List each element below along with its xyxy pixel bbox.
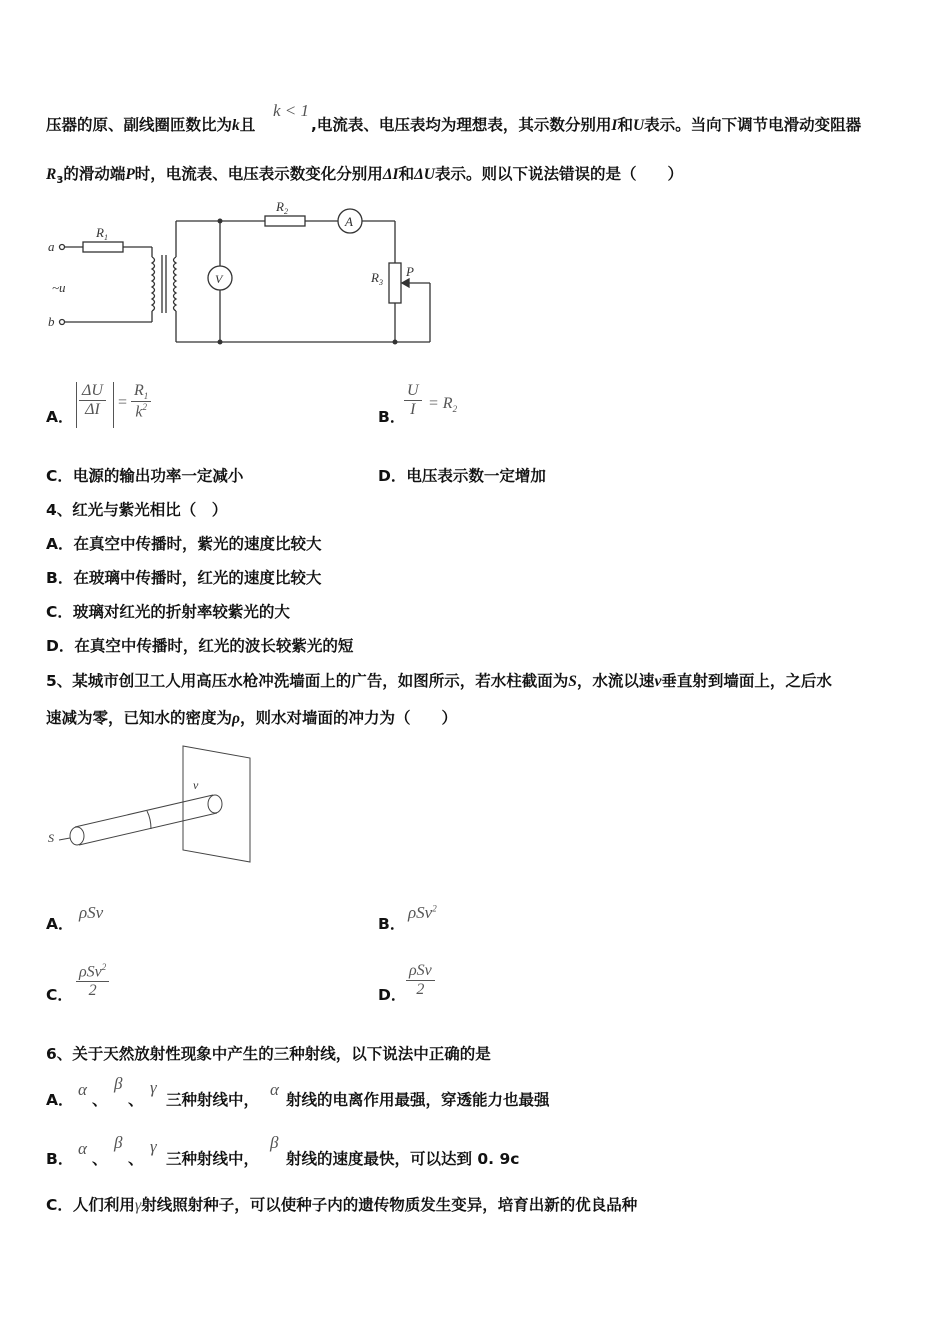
label-r2: $R_2$ xyxy=(276,199,288,216)
resistor-r2 xyxy=(265,216,305,226)
q5-stem-line2: 速减为零，已知水的密度为ρ，则水对墙面的冲力为（ ） xyxy=(46,709,458,727)
q5-option-d-label: D． xyxy=(378,986,407,1004)
q4-option-b: B．在玻璃中传播时，红光的速度比较大 xyxy=(46,569,322,587)
q4-option-a: A．在真空中传播时，紫光的速度比较大 xyxy=(46,535,322,553)
q4-stem: 4、红光与紫光相比（ ） xyxy=(46,501,228,519)
q5-option-b-formula: ρSv$^2$ xyxy=(408,903,437,922)
q5-option-d-formula: ρSv 2 xyxy=(406,962,435,999)
ammeter-label: A xyxy=(345,214,353,229)
question3-stem-line1: 压器的原、副线圈匝数比为k且 xyxy=(46,116,256,134)
voltmeter-label: V xyxy=(215,272,223,286)
condition-k-less-1: k < 1 xyxy=(273,101,310,120)
question3-stem-line2: $R_3$的滑动端P时，电流表、电压表示数变化分别用ΔI和ΔU表示。则以下说法错误的是（ ） xyxy=(46,165,684,187)
q5-option-c-label: C． xyxy=(46,986,73,1004)
q3-option-c: C．电源的输出功率一定减小 xyxy=(46,467,244,485)
circuit-diagram xyxy=(40,195,450,355)
q3-option-b-label: B． xyxy=(378,408,406,426)
q6-option-c: C．人们利用γ射线照射种子，可以使种子内的遗传物质发生变异，培育出新的优良品种 xyxy=(46,1196,638,1214)
q6-stem: 6、关于天然放射性现象中产生的三种射线，以下说法中正确的是 xyxy=(46,1045,491,1063)
terminal-a: a xyxy=(48,239,55,254)
water-jet-figure xyxy=(45,740,260,865)
source-u: ~u xyxy=(52,280,66,295)
terminal-b: b xyxy=(48,314,55,329)
q5-option-b-label: B． xyxy=(378,915,406,933)
q5-option-a-formula: ρSv xyxy=(79,903,104,922)
label-r1: $R_1$ xyxy=(96,225,108,242)
fig-area-label: S xyxy=(48,831,54,845)
label-r3: $R_3$ xyxy=(371,270,383,287)
q6-option-a-label: A． xyxy=(46,1091,74,1109)
q5-stem-line1: 5、某城市创卫工人用高压水枪冲洗墙面上的广告，如图所示，若水柱截面为S，水流以速v垂直射到墙面上，之后水 xyxy=(46,672,832,690)
q6-option-b-label: B． xyxy=(46,1150,74,1168)
fig-velocity-label: v xyxy=(193,778,199,792)
q5-option-c-formula: ρSv$^2$ 2 xyxy=(76,962,109,1000)
q3-option-a-label: A． xyxy=(46,408,74,426)
label-p: P xyxy=(406,264,414,279)
rheostat-r3 xyxy=(389,263,401,303)
q4-option-d: D．在真空中传播时，红光的波长较紫光的短 xyxy=(46,637,354,655)
resistor-r1 xyxy=(83,242,123,252)
question3-stem-line1-cont: ,电流表、电压表均为理想表，其示数分别用I和U表示。当向下调节电滑动变阻器 xyxy=(311,116,862,134)
q4-option-c: C．玻璃对红光的折射率较紫光的大 xyxy=(46,603,290,621)
q5-option-a-label: A． xyxy=(46,915,74,933)
q3-option-d: D．电压表示数一定增加 xyxy=(378,467,546,485)
